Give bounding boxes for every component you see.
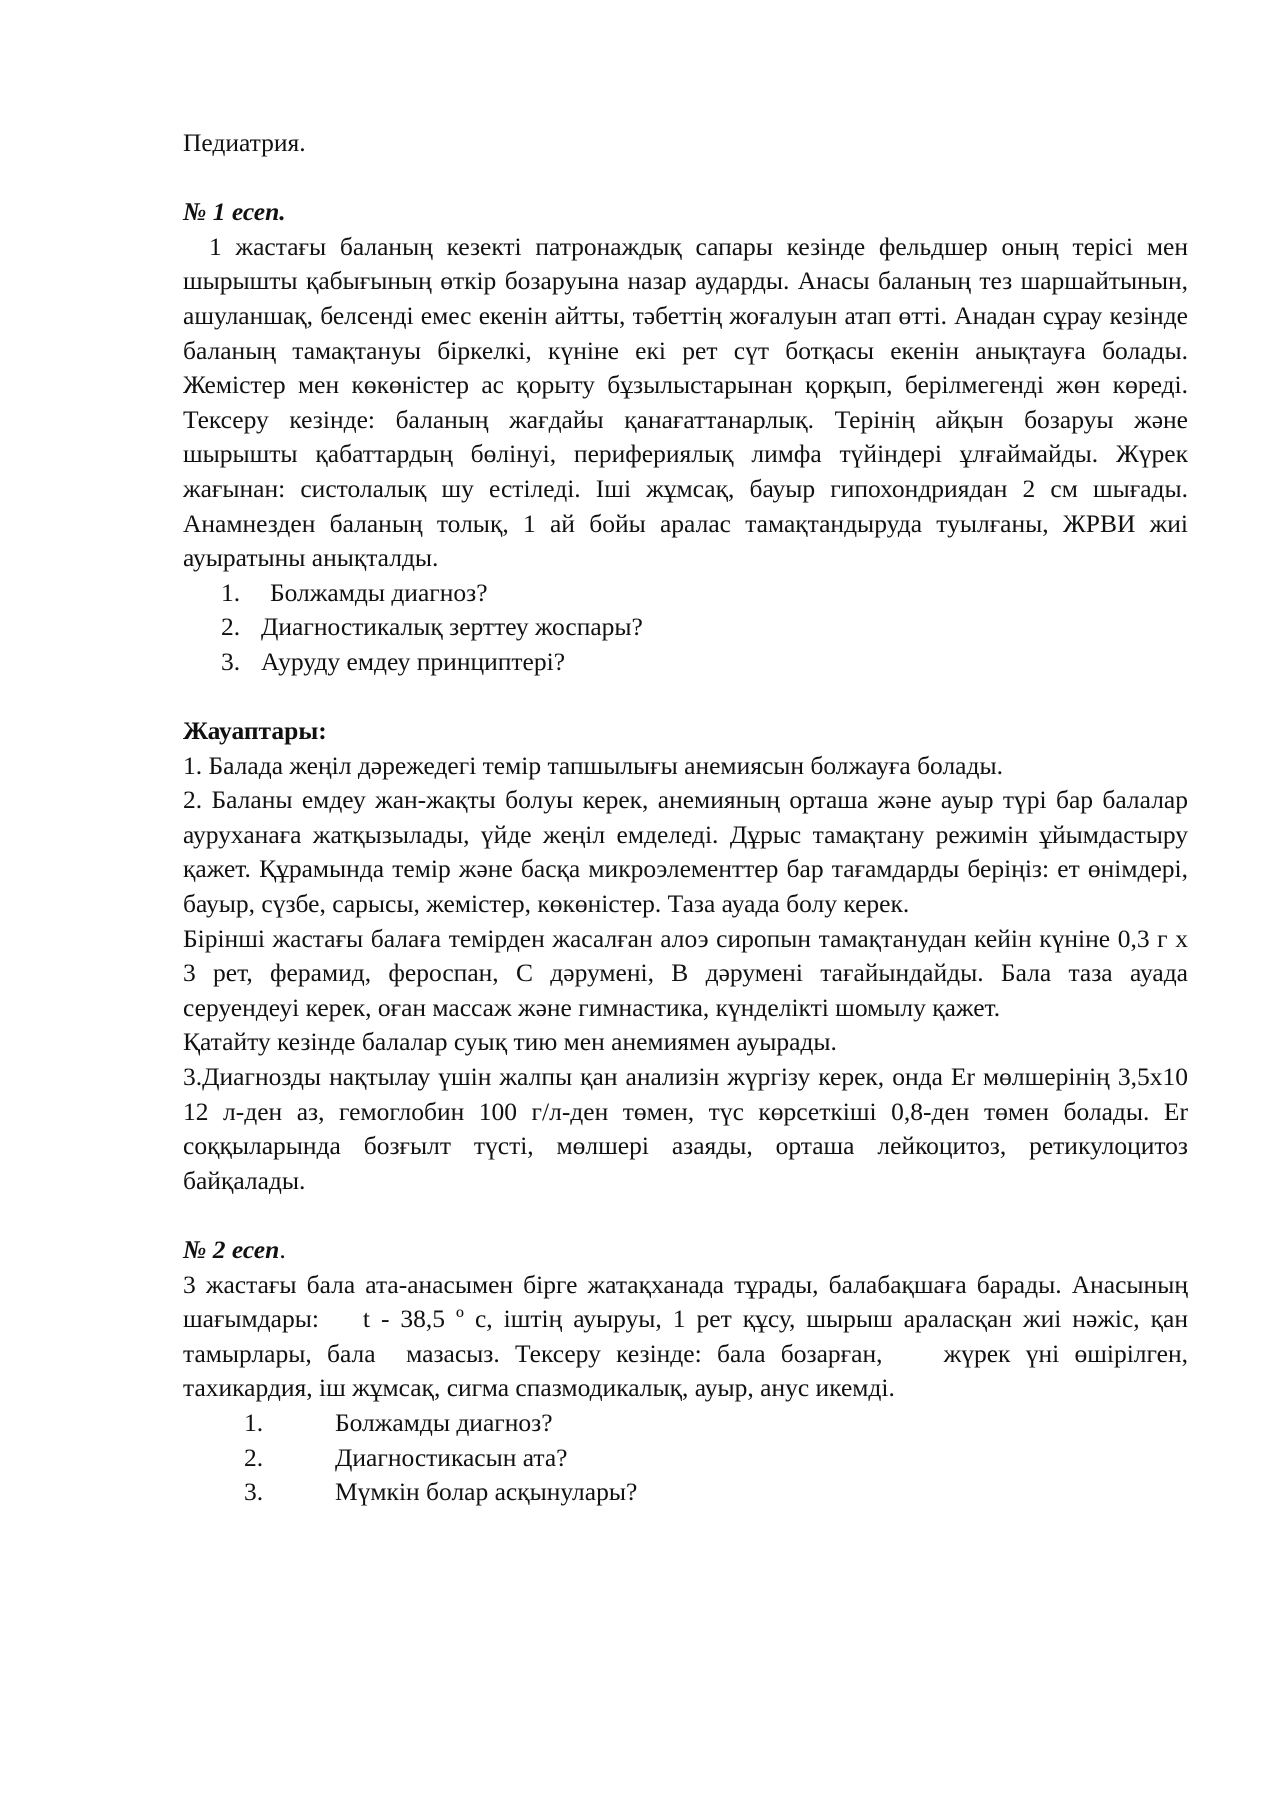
question-item (183, 1441, 1188, 1476)
question-number: 2. (221, 612, 241, 642)
question-item (183, 1406, 1188, 1441)
spacer (183, 1198, 1188, 1233)
answer-paragraph: 2. Баланы емдеу жан-жақты болуы керек, анемияның орташа және ауыр түрі бар балалар ауруханаға жатқызылады, үйде жеңіл емделеді. Дұрыс тамақтану режимін ұйымдастыру қажет. Құрамында темір және басқа микроэлементтер бар тағамдарды беріңіз: ет өнімдері, бауыр, сүзбе, сарысы, жемістер, көкөністер. Таза ауада болу керек. (183, 785, 1188, 919)
question-number: 3. (244, 1477, 264, 1507)
task-2-body: 3 жастағы бала ата-анасымен бірге жатақханада тұрады, балабақшаға барады. Анасының шағымдары: t - 38,5 º с, іштің ауыруы, 1 рет құсу, шырыш араласқан жиі нәжіс, қан тамырлары, бала мазасыз. Тексеру кезінде: бала бозарған, жүрек үні өшірілген, тахикардия, іш жұмсақ, сигма спазмодикалық, ауыр, анус икемді. (183, 1269, 1195, 1403)
question-number: 1. (221, 577, 241, 607)
question-item (183, 645, 1188, 680)
task-1-heading: № 1 есеп. (183, 197, 286, 227)
document-page (183, 126, 1195, 1510)
task-1 (183, 195, 1188, 679)
answer-paragraph: Бірінші жастағы балаға темірден жасалған алоэ сиропын тамақтанудан кейін күніне 0,3 г х 3 рет, ферамид, фероспан, С дәрумені, В дәрумені тағайындайды. Бала таза ауада серуендеуі керек, оған массаж және гимнастика, күнделікті шомылу қажет. (183, 923, 1188, 1022)
task-2-heading-suffix: . (279, 1235, 286, 1264)
question-number: 2. (244, 1442, 264, 1472)
task-1-body: 1 жастағы баланың кезекті патронаждық сапары кезінде фельдшер оның терісі мен шырышты қабығының өткір бозаруына назар аударды. Анасы баланың тез шаршайтынын, ашуланшақ, белсенді емес екенін айтты, тәбеттің жоғалуын атап өтті. Анадан сұрау кезінде баланың тамақтануы біркелкі, күніне екі рет сүт ботқасы екенін анықтауға болады. Жемістер мен көкөністер ас қорыту бұзылыстарынан қорқып, берілмегенді жөн көреді. Тексеру кезінде: баланың жағдайы қанағаттанарлық. Терінің айқын бозаруы және шырышты қабаттардың бөлінуі, перифериялық лимфа түйіндері ұлғаймайды. Жүрек жағынан: систолалық шу естіледі. Іші жұмсақ, бауыр гипохондриядан 2 см шығады. Анамнезден баланың толық, 1 ай бойы аралас тамақтандыруда туылғаны, ЖРВИ жиі ауыратыны анықталды. (183, 231, 1188, 573)
question-text: Мүмкін болар асқынулары? (335, 1477, 638, 1507)
task-2-heading (183, 1233, 1188, 1268)
question-text: Болжамды диагноз? (335, 1407, 553, 1437)
question-text: Ауруду емдеу принциптері? (261, 646, 566, 676)
question-item (183, 610, 1188, 645)
task-1-questions (183, 576, 1188, 680)
question-text: Диагностикасын ата? (335, 1442, 568, 1472)
answers-heading: Жауаптары: (183, 716, 327, 746)
answer-paragraph: Қатайту кезінде балалар суық тию мен анемиямен ауырады. (183, 1027, 837, 1057)
answer-paragraph: 3.Диагнозды нақтылау үшін жалпы қан анализін жүргізу керек, онда Er мөлшерінің 3,5х10 12 л-ден аз, гемоглобин 100 г/л-ден төмен, түс көрсеткіші 0,8-ден төмен болады. Er соққыларында бозғылт түсті, мөлшері азаяды, орташа лейкоцитоз, ретикулоцитоз байқалады. (183, 1062, 1188, 1195)
question-number: 3. (221, 646, 241, 676)
answer-paragraph: 1. Балада жеңіл дәрежедегі темір тапшылығы анемиясын болжауға болады. (183, 750, 1003, 780)
document-title: Педиатрия. (183, 128, 306, 157)
question-item (183, 576, 1188, 611)
question-item (183, 1475, 1188, 1510)
question-text: Болжамды диагноз? (270, 577, 488, 607)
spacer (183, 680, 1188, 715)
task-2-heading-text: № 2 есеп (183, 1235, 280, 1264)
answers (183, 714, 1188, 1198)
task-2-questions (183, 1406, 1188, 1510)
task-2 (183, 1233, 1195, 1510)
question-text: Диагностикалық зерттеу жоспары? (261, 612, 643, 642)
spacer (183, 161, 1188, 196)
question-number: 1. (244, 1407, 264, 1437)
